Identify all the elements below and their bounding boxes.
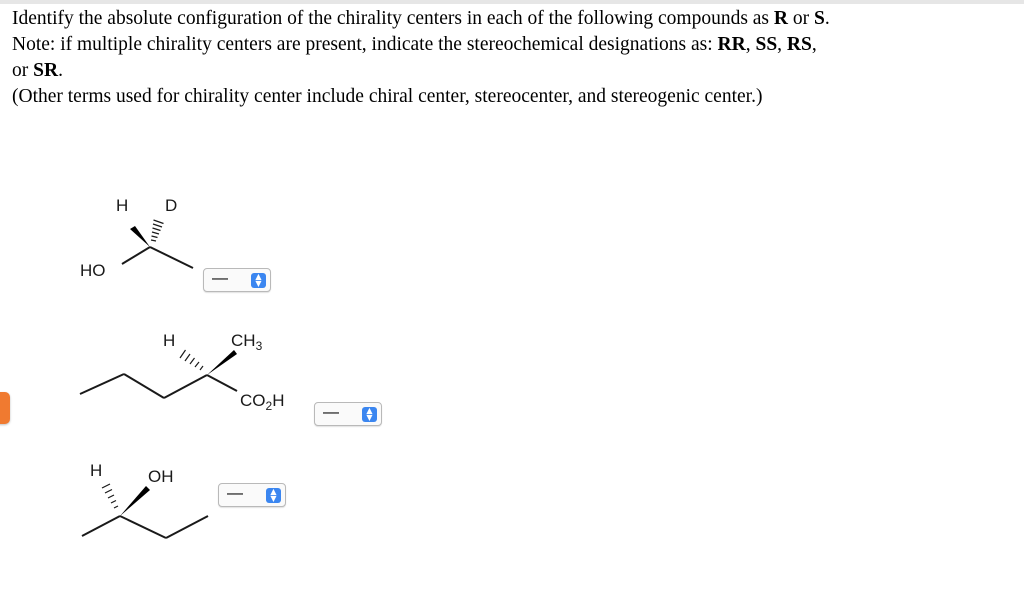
select-value: — (212, 270, 228, 287)
hash-bond-d (151, 220, 164, 241)
atom-label-h: H (163, 331, 176, 350)
bond-ch3-c (82, 516, 120, 536)
configuration-select-2[interactable] (314, 402, 382, 426)
bond-c-ch3 (150, 247, 193, 268)
bond-c-co2h (207, 375, 237, 391)
molecule-2 (80, 331, 284, 413)
select-value: — (227, 485, 243, 502)
molecule-1 (80, 196, 193, 280)
bond-chain-2 (124, 374, 164, 398)
wedge-bond-oh (120, 486, 150, 516)
side-tab-icon[interactable] (0, 392, 10, 424)
atom-label-d: D (165, 196, 178, 215)
question-line-4: (Other terms used for chirality center include chiral center, stereocenter, and stereogenic center.) (12, 86, 763, 107)
bond-ch2-ch3 (166, 516, 208, 538)
atom-label-ho: HO (80, 261, 106, 280)
question-line-1: Identify the absolute configuration of the chirality centers in each of the following compounds as R or S. (12, 8, 830, 29)
configuration-select-1[interactable] (203, 268, 271, 292)
hash-bond-h (102, 484, 118, 508)
configuration-select-3[interactable] (218, 483, 286, 507)
wedge-bond-h (130, 226, 150, 247)
atom-label-co2h: $CO_2H$ (240, 391, 285, 413)
bond-ho-c (122, 247, 150, 264)
up-down-chevron-icon: ▲ ▼ (362, 407, 377, 422)
bond-chain-1 (80, 374, 124, 394)
question-line-3: or SR. (12, 60, 63, 81)
wedge-bond-ch3 (207, 350, 237, 375)
up-down-chevron-icon: ▲ ▼ (251, 273, 266, 288)
atom-label-h: H (90, 461, 103, 480)
atom-label-ch3: $CH_3$ (231, 331, 263, 353)
up-down-chevron-icon: ▲ ▼ (266, 488, 281, 503)
atom-label-h: H (116, 196, 129, 215)
select-value: — (323, 404, 339, 421)
bond-chain-3 (164, 375, 207, 398)
bond-c-ch2 (120, 516, 166, 538)
atom-label-oh: OH (148, 467, 174, 486)
question-line-2: Note: if multiple chirality centers are present, indicate the stereochemical designations as: RR, SS, RS, (12, 34, 817, 55)
molecule-3 (82, 461, 208, 538)
hash-bond-h (180, 350, 203, 370)
